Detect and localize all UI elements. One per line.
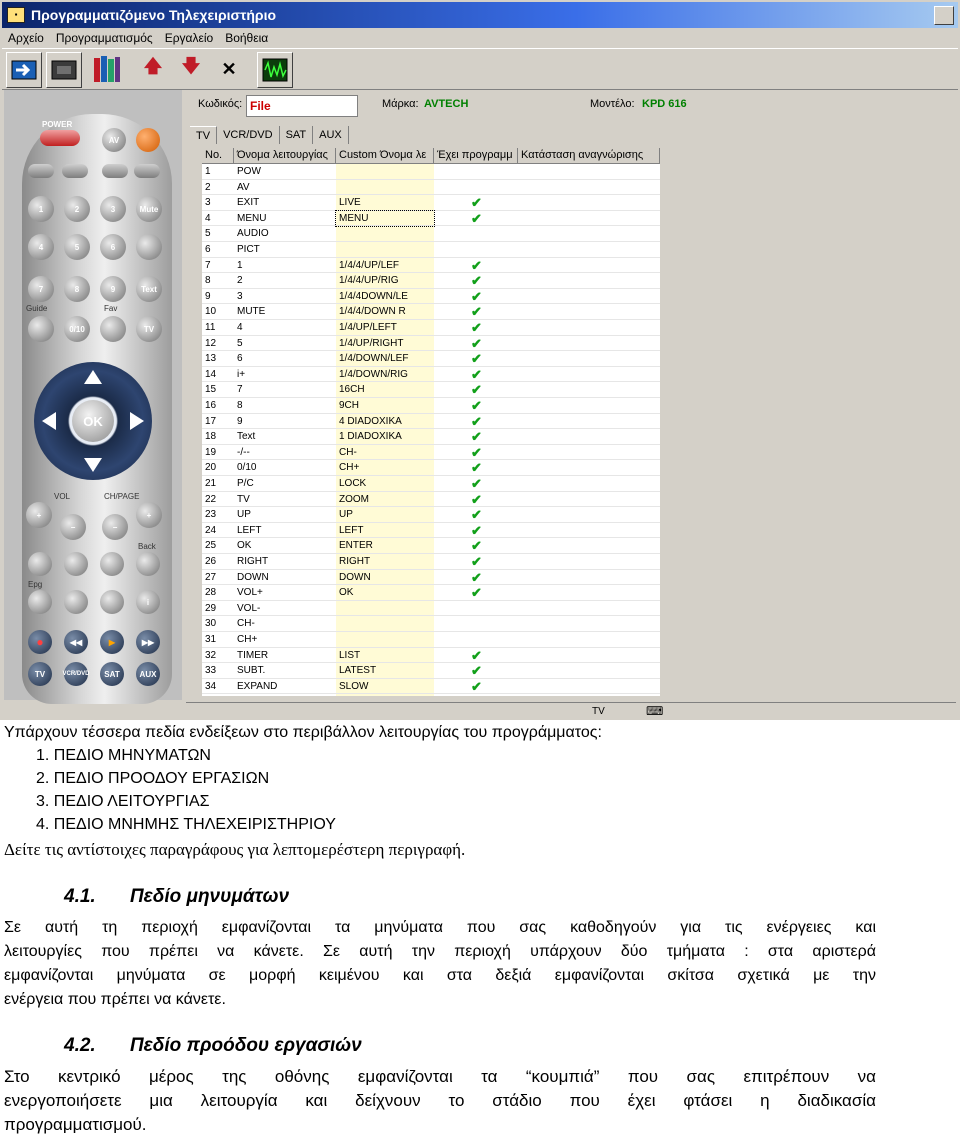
cell-no: 21 [205, 478, 217, 489]
table-row[interactable] [202, 289, 660, 305]
cell-custom: 1/4/UP/RIGHT [339, 337, 404, 349]
arrow-right-icon [11, 60, 37, 80]
av-button[interactable] [102, 128, 126, 152]
table-row[interactable] [202, 554, 660, 570]
cell-name: Text [237, 431, 256, 443]
mute-button[interactable] [136, 196, 162, 222]
vol-label: VOL [54, 492, 71, 501]
table-row[interactable] [202, 538, 660, 554]
ch-up-button[interactable]: + [136, 502, 162, 528]
cell-custom: 1/4/4/UP/RIG [339, 275, 399, 287]
col-header-no[interactable]: No. [202, 148, 234, 163]
cell-custom: LIST [339, 649, 361, 661]
status-mode: TV [592, 706, 605, 717]
cell-no: 4 [205, 212, 211, 224]
info-button[interactable]: i [136, 590, 160, 614]
arrow-left-icon[interactable] [42, 412, 56, 430]
cell-name: 9 [237, 415, 243, 427]
table-row[interactable] [202, 507, 660, 523]
cell-no: 34 [205, 680, 217, 692]
section-2-number: 4.2. [64, 1035, 96, 1056]
cell-name: 7 [237, 384, 243, 396]
app-icon: ▪ [7, 7, 25, 23]
cell-no: 32 [205, 649, 217, 661]
digit-label: 4 [38, 242, 44, 252]
mode-label: AUX [139, 669, 157, 679]
cell-name: -/-- [237, 446, 250, 458]
digit-label: 1 [38, 204, 44, 214]
cell-no: 33 [205, 665, 217, 677]
checkmark-icon: ✔ [471, 538, 482, 554]
cell-name: TV [237, 493, 250, 505]
cell-name: OK [237, 540, 252, 552]
tab-sat[interactable]: SAT [280, 126, 314, 144]
table-row[interactable] [202, 304, 660, 320]
cell-no: 9 [205, 290, 211, 302]
table-row[interactable] [202, 336, 660, 352]
digit-label: 3 [110, 204, 116, 214]
list-item: 2. ΠΕΔΙΟ ΠΡΟΟΔΟΥ ΕΡΓΑΣΙΩΝ [36, 770, 270, 787]
mode-vcr-button[interactable] [64, 662, 88, 686]
section-1-title: Πεδίο μηνυμάτων [130, 886, 290, 907]
power-label: POWER [42, 120, 73, 129]
cell-no: 17 [205, 415, 217, 427]
export-button[interactable] [6, 52, 42, 88]
table-row[interactable] [202, 398, 660, 414]
cell-no: 28 [205, 587, 217, 599]
list-item: 4. ΠΕΔΙΟ ΜΝΗΜΗΣ ΤΗΛΕΧΕΙΡΙΣΤΗΡΙΟΥ [36, 816, 336, 833]
table-row[interactable] [202, 632, 660, 648]
digit-label: 8 [74, 284, 80, 294]
checkmark-icon: ✔ [471, 444, 482, 460]
code-label: Κωδικός: [198, 98, 243, 110]
toolbar [2, 48, 958, 90]
brand-value: AVTECH [424, 98, 469, 110]
list-item: 3. ΠΕΔΙΟ ΛΕΙΤΟΥΡΓΙΑΣ [36, 793, 210, 810]
pip-button[interactable] [136, 234, 162, 260]
table-row[interactable] [202, 351, 660, 367]
table-row[interactable] [202, 258, 660, 274]
cell-no: 25 [205, 540, 217, 552]
checkmark-icon: ✔ [471, 507, 482, 523]
waveform-icon [262, 58, 288, 82]
cell-custom: DOWN [339, 571, 371, 583]
function-grid [202, 148, 660, 696]
checkmark-icon: ✔ [471, 647, 482, 663]
menu-bar [2, 29, 274, 47]
table-row[interactable] [202, 648, 660, 664]
arrow-down-icon: 🡇 [181, 56, 201, 76]
checkmark-icon: ✔ [471, 366, 482, 382]
checkmark-icon: ✔ [471, 382, 482, 398]
guide-button[interactable] [28, 316, 54, 342]
play-icon: ▶ [108, 637, 116, 647]
title-bar [2, 2, 958, 28]
zero-ten-button[interactable] [64, 316, 90, 342]
cell-name: 8 [237, 400, 243, 411]
mode-label: SAT [104, 669, 120, 679]
text-button[interactable] [136, 276, 162, 302]
cell-name: UP [237, 509, 251, 521]
cell-name: 2 [237, 275, 243, 287]
cell-name: EXIT [237, 197, 260, 209]
section-1-number: 4.1. [64, 886, 96, 907]
cell-no: 14 [205, 368, 217, 380]
cell-name: TIMER [237, 649, 269, 661]
digit-3-button[interactable] [100, 196, 126, 222]
table-row[interactable] [202, 601, 660, 617]
cell-name: AV [237, 181, 250, 193]
cell-no: 7 [205, 259, 211, 271]
cell-no: 8 [205, 275, 211, 287]
window-title: Προγραμματιζόμενο Τηλεχειριστήριο [31, 7, 277, 23]
cell-custom: LIVE [339, 197, 361, 209]
library-button[interactable] [90, 52, 124, 86]
cell-name: 5 [237, 337, 243, 349]
cell-custom: 1/4/4/UP/LEF [339, 259, 400, 271]
ok-button[interactable] [72, 400, 114, 442]
checkmark-icon: ✔ [471, 335, 482, 351]
cell-custom: CH- [339, 446, 357, 458]
cell-no: 10 [205, 306, 217, 318]
checkmark-icon: ✔ [471, 257, 482, 273]
digit-label: 6 [110, 242, 116, 252]
model-value: KPD 616 [642, 98, 687, 110]
cell-custom: 16CH [339, 384, 365, 396]
cell-name: i+ [237, 368, 246, 380]
move-down-button[interactable] [174, 52, 208, 86]
cell-no: 19 [205, 446, 217, 458]
cell-custom: RIGHT [339, 556, 371, 567]
cell-name: PICT [237, 244, 260, 255]
remote-icon: ⌨ [646, 704, 664, 718]
cell-custom: LATEST [339, 665, 377, 677]
cell-no: 3 [205, 197, 211, 209]
col-header-name[interactable]: Όνομα λειτουργίας [234, 148, 336, 163]
cell-no: 2 [205, 181, 211, 193]
intro-text: Υπάρχουν τέσσερα πεδία ενδείξεων στο περιβάλλον λειτουργίας του προγράμματος: [4, 724, 602, 741]
power-button[interactable] [40, 130, 80, 146]
cell-name: LEFT [237, 524, 262, 536]
pc-button[interactable] [46, 52, 82, 88]
cell-no: 15 [205, 384, 217, 396]
pc-icon [51, 60, 77, 80]
mode-label: VCR/DVD [62, 671, 90, 677]
remote-pill-2[interactable] [62, 164, 88, 178]
cell-name: POW [237, 166, 261, 177]
checkmark-icon: ✔ [471, 554, 482, 569]
digit-5-button[interactable] [64, 234, 90, 260]
table-row[interactable] [202, 616, 660, 632]
cell-custom: ENTER [339, 540, 373, 552]
arrow-up-icon[interactable] [84, 370, 102, 384]
table-row[interactable] [202, 226, 660, 242]
cell-name: EXPAND [237, 680, 278, 692]
cell-name: 6 [237, 353, 243, 365]
subtitle-button[interactable] [64, 552, 88, 576]
table-row[interactable] [202, 242, 660, 258]
cell-custom: OK [339, 587, 354, 599]
zero-ten-label: 0/10 [69, 324, 85, 334]
status-bar [186, 702, 956, 720]
chpage-label: CH/PAGE [104, 492, 140, 501]
fav-label: Fav [104, 304, 118, 313]
cell-custom: 1/4/UP/LEFT [339, 322, 397, 333]
col-header-programmed[interactable]: Έχει προγραμμ [434, 148, 518, 163]
tv-button[interactable] [136, 316, 162, 342]
section-2-line: ενεργοποιήσετε μια λειτουργία και δείχνουν το στάδιο που έχει φτάσει η διαδικασία [4, 1091, 876, 1110]
back-button[interactable] [136, 552, 160, 576]
table-row[interactable] [202, 585, 660, 601]
checkmark-icon: ✔ [471, 304, 482, 320]
checkmark-icon: ✔ [471, 351, 482, 367]
checkmark-icon: ✔ [471, 460, 482, 476]
checkmark-icon: ✔ [471, 210, 482, 226]
checkmark-icon: ✔ [471, 663, 482, 679]
cell-name: 1 [237, 259, 243, 271]
cell-custom: 1/4/4/DOWN R [339, 306, 406, 318]
cell-no: 30 [205, 618, 217, 630]
signal-button[interactable] [257, 52, 293, 88]
checkmark-icon: ✔ [471, 398, 482, 413]
digit-label: 2 [74, 204, 80, 214]
play-button[interactable] [100, 630, 124, 654]
cell-custom: 9CH [339, 400, 360, 411]
zoom-button[interactable] [100, 552, 124, 576]
delete-button[interactable] [212, 52, 246, 86]
cell-custom: 1/4/DOWN/LEF [339, 353, 409, 365]
table-row[interactable] [202, 382, 660, 398]
cell-no: 27 [205, 571, 217, 583]
grid-header [202, 148, 660, 164]
checkmark-icon: ✔ [471, 476, 482, 491]
cell-no: 6 [205, 244, 211, 255]
checkmark-icon: ✔ [471, 273, 482, 289]
books-icon [92, 54, 122, 84]
table-row[interactable] [202, 492, 660, 508]
table-row[interactable] [202, 180, 660, 196]
cell-name: MENU [237, 212, 267, 224]
back-label: Back [138, 542, 156, 551]
mode-aux-button[interactable] [136, 662, 160, 686]
cell-no: 20 [205, 462, 217, 474]
list-item: 1. ΠΕΔΙΟ ΜΗΝΥΜΑΤΩΝ [36, 747, 211, 764]
maximize-button[interactable] [934, 6, 954, 25]
cell-no: 13 [205, 353, 217, 365]
cell-no: 22 [205, 493, 217, 505]
cell-custom: 1/4/DOWN/RIG [339, 368, 408, 380]
cell-name: CH- [237, 618, 255, 630]
arrow-down-icon[interactable] [84, 458, 102, 472]
checkmark-icon: ✔ [471, 195, 482, 211]
table-row[interactable] [202, 211, 660, 227]
brand-label: Μάρκα: [382, 98, 419, 110]
mode-label: TV [34, 669, 46, 679]
rewind-button[interactable] [64, 630, 88, 654]
close-icon: ✕ [221, 58, 237, 79]
table-row[interactable] [202, 320, 660, 336]
mute-label: Mute [139, 204, 159, 214]
cell-name: P/C [237, 478, 254, 489]
mode-sat-button[interactable] [100, 662, 124, 686]
cell-name: RIGHT [237, 556, 269, 567]
tv-label: TV [143, 324, 155, 334]
checkmark-icon: ✔ [471, 678, 482, 694]
section-2-line: Στο κεντρικό μέρος της οθόνης εμφανίζονται τα “κουμπιά” που σας επιτρέπουν να [4, 1067, 876, 1086]
table-row[interactable] [202, 367, 660, 383]
mode-tv-button[interactable] [28, 662, 52, 686]
cell-custom: SLOW [339, 680, 369, 692]
digit-6-button[interactable] [100, 234, 126, 260]
tab-vcr-dvd[interactable]: VCR/DVD [217, 126, 280, 144]
move-up-button[interactable] [136, 52, 170, 86]
checkmark-icon: ✔ [471, 585, 482, 601]
cell-custom: 1 DIADOXIKA [339, 431, 402, 443]
record-button[interactable] [28, 630, 52, 654]
digit-4-button[interactable] [28, 234, 54, 260]
cell-custom: LOCK [339, 478, 367, 489]
checkmark-icon: ✔ [471, 413, 482, 429]
cell-name: SUBT. [237, 665, 266, 677]
cell-custom: UP [339, 509, 353, 521]
checkmark-icon: ✔ [471, 429, 482, 445]
ok-label: OK [83, 413, 103, 429]
cell-name: DOWN [237, 571, 269, 583]
cell-name: VOL+ [237, 587, 263, 599]
cell-no: 26 [205, 556, 217, 567]
col-header-status[interactable]: Κατάσταση αναγνώρισης [518, 148, 660, 163]
digit-label: 9 [110, 284, 116, 294]
cell-no: 18 [205, 431, 217, 443]
table-row[interactable] [202, 570, 660, 586]
text-label: Text [141, 284, 157, 294]
cell-no: 12 [205, 337, 217, 349]
cell-no: 24 [205, 524, 217, 536]
device-tabs [190, 126, 349, 144]
remote-pill-1[interactable] [28, 164, 54, 178]
section-1-line: ενέργεια που πρέπει να κάνετε. [4, 991, 226, 1008]
cell-name: AUDIO [237, 228, 269, 240]
cell-no: 1 [205, 166, 211, 177]
section-1-line: λειτουργίες που πρέπει να κάνετε. Σε αυτή την περιοχή υπάρχουν δύο τμήματα : στα αριστερά [4, 943, 876, 960]
digit-label: 7 [38, 284, 44, 294]
table-row[interactable] [202, 679, 660, 695]
menu-tools[interactable]: Εργαλείο [164, 31, 214, 45]
cell-no: 31 [205, 634, 217, 645]
section-1-line: εμφανίζονται μηνύματα σε μορφή κειμένου και στα δεξιά εμφανίζονται σκίτσα σχετικά με την [4, 967, 876, 984]
ch-down-button[interactable]: − [102, 514, 128, 540]
av-label: AV [108, 135, 120, 145]
fav-button[interactable] [100, 316, 126, 342]
checkmark-icon: ✔ [471, 320, 482, 335]
digit-8-button[interactable] [64, 276, 90, 302]
table-row[interactable] [202, 414, 660, 430]
cell-custom: CH+ [339, 462, 360, 474]
digit-label: 5 [74, 242, 80, 252]
clock-button[interactable] [28, 552, 52, 576]
cell-name: VOL- [237, 602, 261, 614]
cell-custom: 4 DIADOXIKA [339, 415, 402, 427]
digit-2-button[interactable] [64, 196, 90, 222]
table-row[interactable] [202, 445, 660, 461]
tab-tv[interactable]: TV [190, 126, 217, 144]
checkmark-icon: ✔ [471, 288, 482, 304]
cell-no: 29 [205, 602, 217, 614]
cell-no: 11 [205, 322, 216, 333]
digit-1-button[interactable] [28, 196, 54, 222]
menu-help[interactable]: Βοήθεια [225, 31, 269, 45]
digit-7-button[interactable] [28, 276, 54, 302]
epg-button[interactable] [28, 590, 52, 614]
section-2-line: προγραμματισμού. [4, 1115, 147, 1134]
list-button[interactable] [64, 590, 88, 614]
cell-custom: LEFT [339, 524, 364, 536]
checkmark-icon: ✔ [471, 491, 482, 507]
pause-button[interactable] [100, 590, 124, 614]
cell-custom: MENU [336, 211, 434, 227]
section-1-line: Σε αυτή τη περιοχή εμφανίζονται τα μηνύματα που σας καθοδηγούν για τις ενέργειες και [4, 919, 876, 936]
menu-file[interactable]: Αρχείο [8, 31, 44, 45]
record-icon: ● [36, 635, 44, 649]
forward-icon: ▶▶ [141, 637, 155, 647]
model-label: Μοντέλο: [590, 98, 635, 110]
col-header-custom[interactable]: Custom Όνομα λε [336, 148, 434, 163]
remote-pill-4[interactable] [134, 164, 160, 178]
checkmark-icon: ✔ [471, 569, 482, 585]
remote-control-panel [4, 90, 182, 700]
table-row[interactable] [202, 273, 660, 289]
cell-custom: 1/4/4DOWN/LE [339, 290, 408, 302]
table-row[interactable] [202, 195, 660, 211]
code-field[interactable]: File [246, 95, 358, 117]
cell-no: 16 [205, 400, 217, 411]
vol-down-button[interactable]: − [60, 514, 86, 540]
cell-no: 23 [205, 509, 217, 521]
remote-pill-3[interactable] [102, 164, 128, 178]
table-row[interactable] [202, 476, 660, 492]
see-also-text: Δείτε τις αντίστοιχες παραγράφους για λεπτομερέστερη περιγραφή. [4, 840, 466, 859]
arrow-right-icon[interactable] [130, 412, 144, 430]
vol-up-button[interactable]: + [26, 502, 52, 528]
section-2-title: Πεδίο προόδου εργασιών [130, 1035, 362, 1056]
cell-name: 4 [237, 322, 243, 333]
menu-orange-button[interactable] [136, 128, 160, 152]
arrow-up-icon: 🡅 [143, 56, 163, 76]
table-row[interactable] [202, 523, 660, 539]
cell-name: MUTE [237, 306, 266, 318]
rewind-icon: ◀◀ [69, 637, 83, 647]
guide-label: Guide [26, 304, 48, 313]
table-row[interactable] [202, 164, 660, 180]
table-row[interactable] [202, 460, 660, 476]
cell-name: 3 [237, 290, 243, 302]
cell-name: CH+ [237, 634, 258, 645]
cell-name: 0/10 [237, 462, 257, 474]
table-row[interactable] [202, 429, 660, 445]
epg-label: Epg [28, 580, 43, 589]
menu-programming[interactable]: Προγραμματισμός [55, 31, 153, 45]
tab-aux[interactable]: AUX [313, 126, 349, 144]
digit-9-button[interactable] [100, 276, 126, 302]
table-row[interactable] [202, 663, 660, 679]
checkmark-icon: ✔ [471, 522, 482, 538]
forward-button[interactable] [136, 630, 160, 654]
cell-custom: ZOOM [339, 493, 369, 505]
cell-no: 5 [205, 228, 211, 240]
